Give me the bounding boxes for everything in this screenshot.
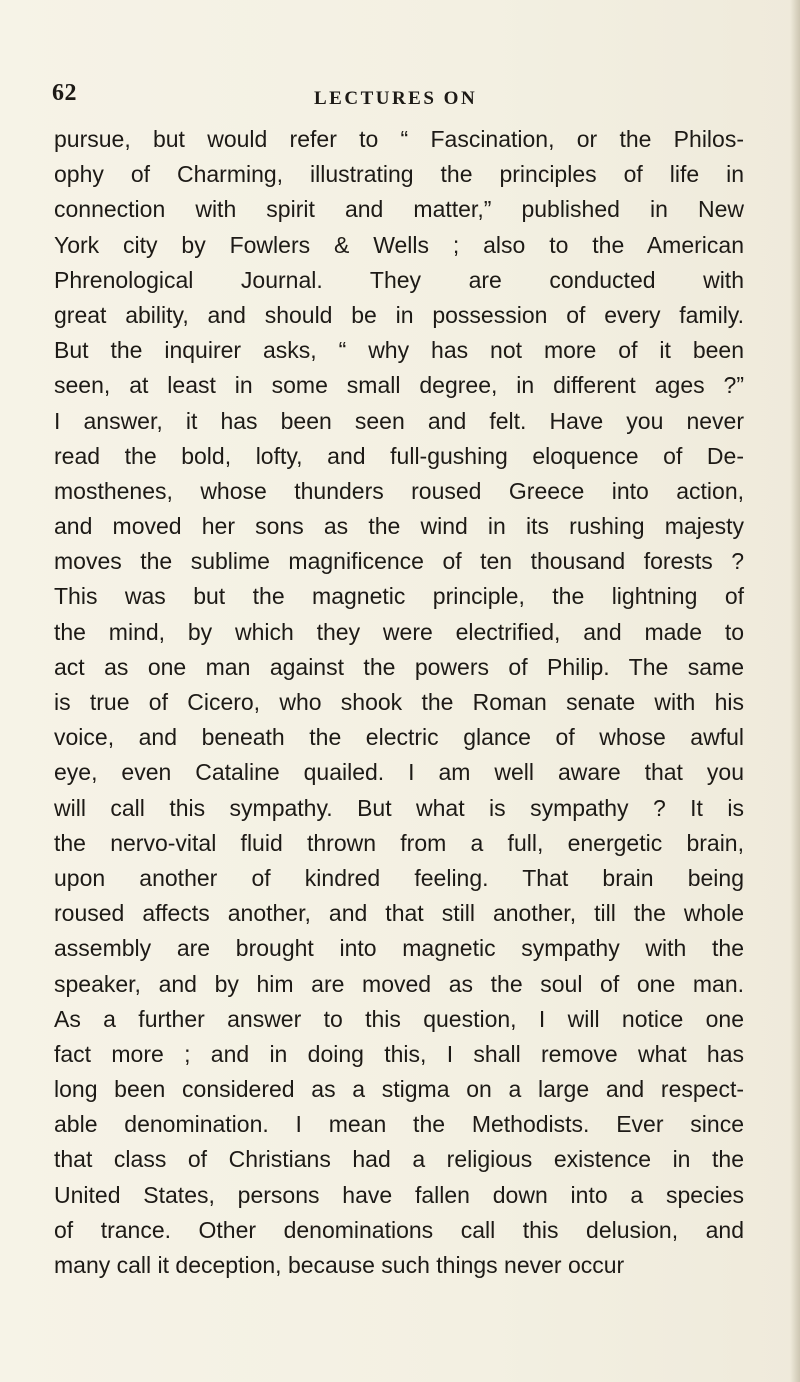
text-line: assembly are brought into magnetic sympathy with the	[54, 935, 744, 962]
text-line: and moved her sons as the wind in its rushing majesty	[54, 513, 744, 540]
text-line: of trance. Other denominations call this delusion, and	[54, 1216, 744, 1243]
text-line: read the bold, lofty, and full-gushing eloquence of De-	[54, 442, 744, 469]
text-line: will call this sympathy. But what is sympathy ? It is	[54, 794, 744, 821]
text-line: great ability, and should be in possession of every family.	[54, 301, 744, 328]
text-line: speaker, and by him are moved as the soul of one man.	[54, 970, 744, 997]
text-line: seen, at least in some small degree, in different ages ?”	[54, 372, 744, 399]
page-edge-shadow	[790, 0, 800, 1382]
text-line: upon another of kindred feeling. That brain being	[54, 864, 744, 891]
text-line: pursue, but would refer to “ Fascination, or the Philos-	[54, 126, 744, 152]
text-line: the mind, by which they were electrified, and made to	[54, 618, 744, 645]
text-line: act as one man against the powers of Philip. The same	[54, 653, 744, 680]
text-line: that class of Christians had a religious existence in the	[54, 1146, 744, 1173]
running-head: LECTURES ON	[314, 88, 478, 109]
text-line: voice, and beneath the electric glance of whose awful	[54, 724, 744, 751]
text-line: eye, even Cataline quailed. I am well aware that you	[54, 759, 744, 786]
body-text	[54, 122, 744, 1283]
text-line: I answer, it has been seen and felt. Have you never	[54, 407, 744, 434]
text-line: mosthenes, whose thunders roused Greece into action,	[54, 477, 744, 504]
text-line: Phrenological Journal. They are conducted with	[54, 266, 744, 293]
text-line: fact more ; and in doing this, I shall remove what has	[54, 1040, 744, 1067]
text-line: able denomination. I mean the Methodists. Ever since	[54, 1111, 744, 1138]
text-line: ophy of Charming, illustrating the principles of life in	[54, 161, 744, 188]
text-line: But the inquirer asks, “ why has not more of it been	[54, 337, 744, 364]
text-line: roused affects another, and that still another, till the whole	[54, 900, 744, 927]
text-line: As a further answer to this question, I will notice one	[54, 1005, 744, 1032]
text-line: This was but the magnetic principle, the lightning of	[54, 583, 744, 610]
text-line: United States, persons have fallen down into a species	[54, 1181, 744, 1208]
text-line: is true of Cicero, who shook the Roman senate with his	[54, 689, 744, 715]
text-line: many call it deception, because such things never occur	[54, 1252, 625, 1278]
text-line: connection with spirit and matter,” published in New	[54, 196, 744, 223]
text-line: long been considered as a stigma on a large and respect-	[54, 1076, 744, 1103]
text-line: the nervo-vital fluid thrown from a full, energetic brain,	[54, 829, 744, 856]
text-line: moves the sublime magnificence of ten thousand forests ?	[54, 548, 744, 575]
page-number: 62	[52, 80, 77, 106]
text-line: York city by Fowlers & Wells ; also to the American	[54, 231, 744, 258]
